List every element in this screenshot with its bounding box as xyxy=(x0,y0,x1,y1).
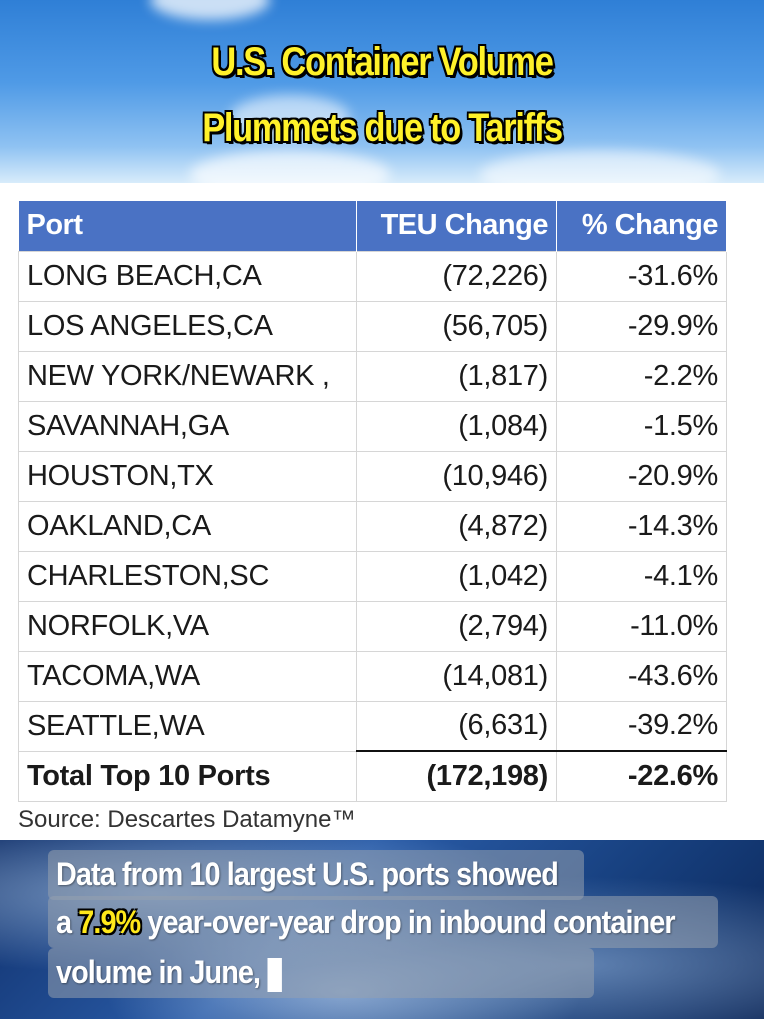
table-row xyxy=(19,251,727,301)
port-name: NEW YORK/NEWARK , xyxy=(19,351,357,401)
cloud-decoration xyxy=(480,150,720,183)
port-name: LOS ANGELES,CA xyxy=(19,301,357,351)
pct-change: -4.1% xyxy=(557,551,727,601)
teu-change: (4,872) xyxy=(357,501,557,551)
caption-line-1: Data from 10 largest U.S. ports showed xyxy=(56,856,558,892)
caption-banner xyxy=(0,840,764,1019)
caption-line-2 xyxy=(56,904,675,941)
teu-change: (2,794) xyxy=(357,601,557,651)
pct-change: -39.2% xyxy=(557,701,727,751)
source-credit: Source: Descartes Datamyne™ xyxy=(18,806,356,833)
pct-change: -20.9% xyxy=(557,451,727,501)
port-name: NORFOLK,VA xyxy=(19,601,357,651)
caption-prefix: a xyxy=(56,904,72,940)
cloud-decoration xyxy=(190,150,390,183)
port-name: SEATTLE,WA xyxy=(19,701,357,751)
caption-suffix: year-over-year drop in inbound container xyxy=(147,904,675,940)
table-total-row xyxy=(19,751,727,801)
caption-line-3-text: volume in June, xyxy=(56,954,261,990)
column-header-port: Port xyxy=(19,201,357,251)
teu-change: (1,084) xyxy=(357,401,557,451)
cloud-decoration xyxy=(150,0,270,20)
total-teu-change: (172,198) xyxy=(357,751,557,801)
pct-change: -31.6% xyxy=(557,251,727,301)
total-pct-change: -22.6% xyxy=(557,751,727,801)
table-row xyxy=(19,301,727,351)
table-row xyxy=(19,651,727,701)
total-label: Total Top 10 Ports xyxy=(19,751,357,801)
caption-highlight-percent: 7.9% xyxy=(78,904,141,940)
pct-change: -11.0% xyxy=(557,601,727,651)
text-cursor-icon xyxy=(267,958,281,992)
table-header-row xyxy=(19,201,727,251)
table-row xyxy=(19,601,727,651)
table-row xyxy=(19,551,727,601)
teu-change: (1,817) xyxy=(357,351,557,401)
pct-change: -14.3% xyxy=(557,501,727,551)
teu-change: (14,081) xyxy=(357,651,557,701)
port-volume-table xyxy=(18,201,727,802)
table-row xyxy=(19,701,727,751)
headline-line-1: U.S. Container Volume xyxy=(211,40,553,84)
port-name: HOUSTON,TX xyxy=(19,451,357,501)
port-name: SAVANNAH,GA xyxy=(19,401,357,451)
caption-line-3 xyxy=(56,954,282,992)
teu-change: (56,705) xyxy=(357,301,557,351)
port-name: CHARLESTON,SC xyxy=(19,551,357,601)
table-row xyxy=(19,451,727,501)
column-header-teu-change: TEU Change xyxy=(357,201,557,251)
port-name: LONG BEACH,CA xyxy=(19,251,357,301)
teu-change: (72,226) xyxy=(357,251,557,301)
table-row xyxy=(19,401,727,451)
header-banner xyxy=(0,0,764,183)
pct-change: -2.2% xyxy=(557,351,727,401)
column-header-pct-change: % Change xyxy=(557,201,727,251)
teu-change: (1,042) xyxy=(357,551,557,601)
teu-change: (10,946) xyxy=(357,451,557,501)
table-row xyxy=(19,351,727,401)
pct-change: -43.6% xyxy=(557,651,727,701)
teu-change: (6,631) xyxy=(357,701,557,751)
pct-change: -29.9% xyxy=(557,301,727,351)
port-name: OAKLAND,CA xyxy=(19,501,357,551)
table-row xyxy=(19,501,727,551)
pct-change: -1.5% xyxy=(557,401,727,451)
port-name: TACOMA,WA xyxy=(19,651,357,701)
headline-line-2: Plummets due to Tariffs xyxy=(202,106,562,150)
